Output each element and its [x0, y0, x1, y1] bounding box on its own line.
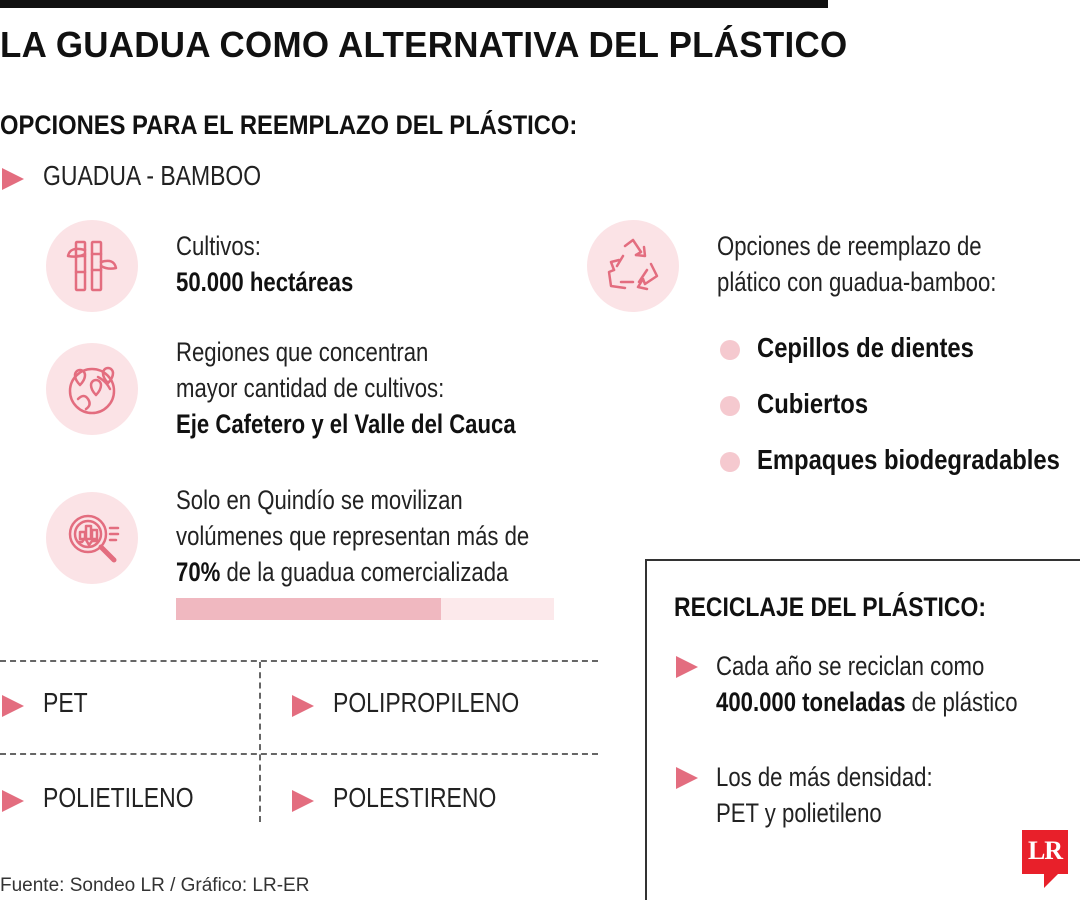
regiones-line1: Regiones que concentran [176, 337, 429, 367]
quindio-suffix: de la guadua comercializada [220, 557, 509, 587]
grid-divider [0, 660, 598, 662]
quindio-line1: Solo en Quindío se movilizan [176, 485, 463, 515]
recycling-title: RECICLAJE DEL PLÁSTICO: [674, 592, 986, 622]
quindio-text [176, 482, 529, 590]
recycling-item-2 [716, 759, 933, 831]
replacement-line2: plático con guadua-bamboo: [717, 267, 997, 297]
grid-divider [259, 662, 261, 822]
bamboo-icon [46, 220, 138, 312]
quindio-percent: 70% [176, 557, 221, 587]
triangle-bullet-icon [676, 767, 698, 789]
replacement-intro [717, 228, 996, 300]
cultivos-text [176, 228, 353, 300]
logo-text: LR [1027, 836, 1063, 865]
recycle-icon [587, 220, 679, 312]
bullet-dot [720, 452, 740, 472]
triangle-bullet-icon [292, 790, 314, 812]
replacement-option: Cubiertos [757, 388, 869, 419]
regiones-line2: mayor cantidad de cultivos: [176, 373, 445, 403]
recycling-item2-line1: Los de más densidad: [716, 762, 933, 792]
plastic-type: POLESTIRENO [333, 782, 497, 813]
plastic-type: POLIPROPILENO [333, 687, 520, 718]
plastic-type: POLIETILENO [43, 782, 194, 813]
recycling-item-1 [716, 648, 1018, 720]
section-subtitle: OPCIONES PARA EL REEMPLAZO DEL PLÁSTICO: [0, 110, 578, 140]
bullet-dot [720, 396, 740, 416]
quindio-progress-bar [176, 598, 554, 620]
replacement-line1: Opciones de reemplazo de [717, 231, 982, 261]
recycling-item1-suffix: de plástico [905, 687, 1018, 717]
triangle-bullet-icon [292, 695, 314, 717]
quindio-line2: volúmenes que representan más de [176, 521, 530, 551]
triangle-bullet-icon [676, 656, 698, 678]
triangle-bullet-icon [2, 695, 24, 717]
globe-location-icon [46, 343, 138, 435]
magnifier-chart-icon [46, 492, 138, 584]
replacement-option: Cepillos de dientes [757, 332, 974, 363]
triangle-bullet-icon [2, 790, 24, 812]
quindio-progress-fill [176, 598, 441, 620]
page-title: LA GUADUA COMO ALTERNATIVA DEL PLÁSTICO [0, 24, 848, 65]
cultivos-value: 50.000 hectáreas [176, 267, 354, 297]
replacement-option: Empaques biodegradables [757, 444, 1060, 475]
guadua-label: GUADUA - BAMBOO [43, 160, 262, 191]
plastic-type: PET [43, 687, 88, 718]
source-credit: Fuente: Sondeo LR / Gráfico: LR-ER [0, 875, 310, 896]
regiones-text [176, 334, 516, 442]
triangle-bullet-icon [2, 168, 24, 190]
lr-logo [1022, 830, 1068, 874]
top-bar [0, 0, 828, 8]
cultivos-label: Cultivos: [176, 231, 261, 261]
bullet-dot [720, 340, 740, 360]
recycling-item1-line1: Cada año se reciclan como [716, 651, 985, 681]
recycling-item1-value: 400.000 toneladas [716, 687, 906, 717]
recycling-item2-line2: PET y polietileno [716, 798, 882, 828]
grid-divider [0, 753, 598, 755]
logo-tail [1044, 874, 1058, 888]
regiones-value: Eje Cafetero y el Valle del Cauca [176, 409, 516, 439]
